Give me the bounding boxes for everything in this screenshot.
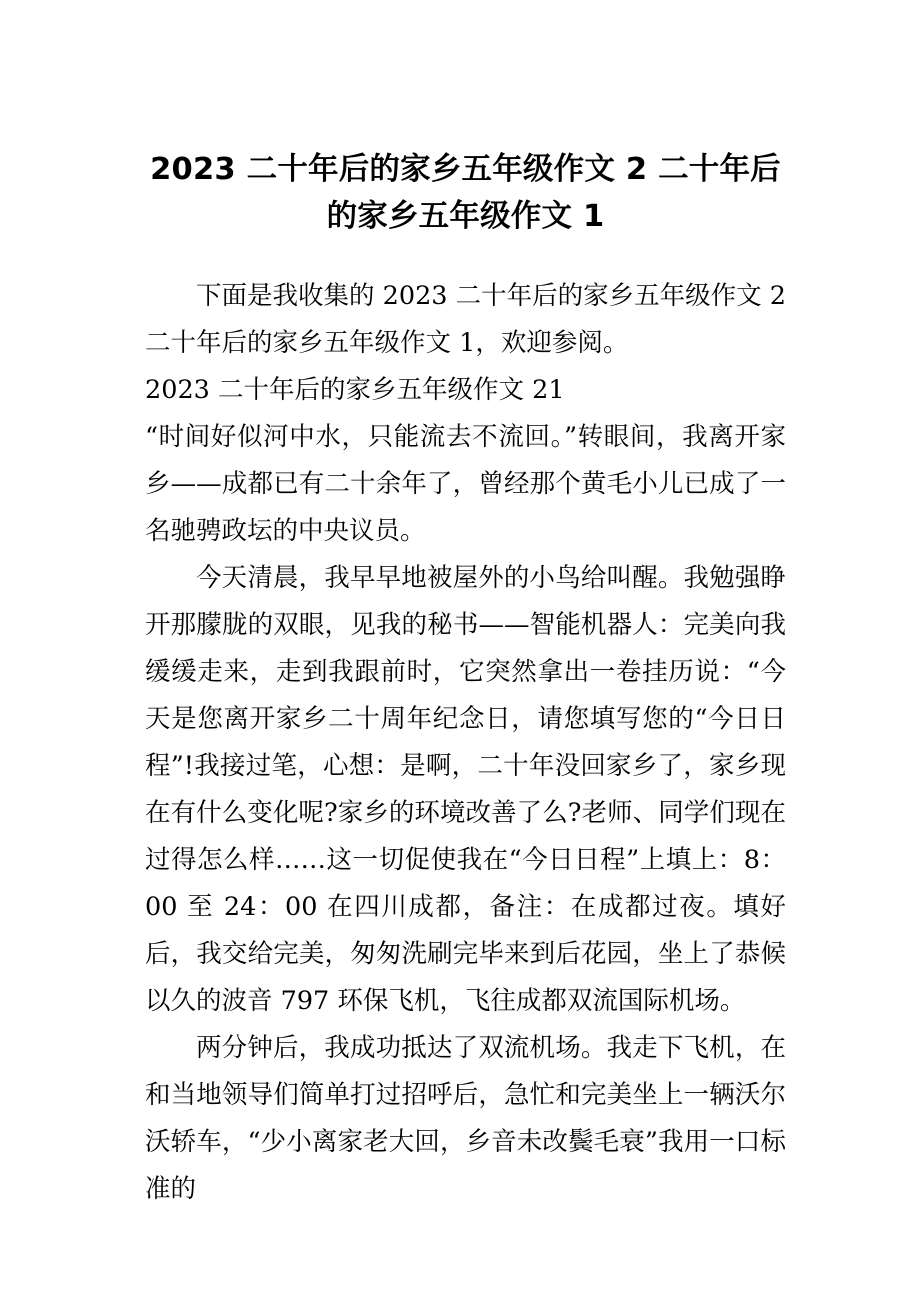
document-content	[145, 146, 786, 1213]
section-heading: 2023 二十年后的家乡五年级作文 21	[145, 375, 565, 405]
page-title: 2023 二十年后的家乡五年级作文 2 二十年后的家乡五年级作文 1	[150, 152, 781, 234]
document-body	[145, 273, 786, 1213]
paragraph-body-3: 两分钟后，我成功抵达了双流机场。我走下飞机，在和当地领导们简单打过招呼后，急忙和完美坐上一辆沃尔沃轿车，“少小离家老大回，乡音未改鬓毛衰”我用一口标准的	[145, 1033, 786, 1204]
paragraph-body-2: 今天清晨，我早早地被屋外的小鸟给叫醒。我勉强睁开那朦胧的双眼，见我的秘书——智能机器人：完美向我缓缓走来，走到我跟前时，它突然拿出一卷挂历说：“今天是您离开家乡二十周年纪念日，请您填写您的“今日日程”!我接过笔，心想：是啊，二十年没回家乡了，家乡现在有什么变化呢?家乡的环境改善了么?老师、同学们现在过得怎么样……这一切促使我在“今日日程”上填上：8：00 至 24：00 在四川成都，备注：在成都过夜。填好后，我交给完美，匆匆洗刷完毕来到后花园，坐上了恭候以久的波音 797 环保飞机，飞往成都双流国际机场。	[145, 563, 786, 1016]
paragraph-body-1: “时间好似河中水，只能流去不流回。”转眼间，我离开家乡——成都已有二十余年了，曾经那个黄毛小儿已成了一名驰骋政坛的中央议员。	[145, 422, 786, 546]
paragraph-intro: 下面是我收集的 2023 二十年后的家乡五年级作文 2 二十年后的家乡五年级作文 1，欢迎参阅。	[145, 281, 786, 358]
